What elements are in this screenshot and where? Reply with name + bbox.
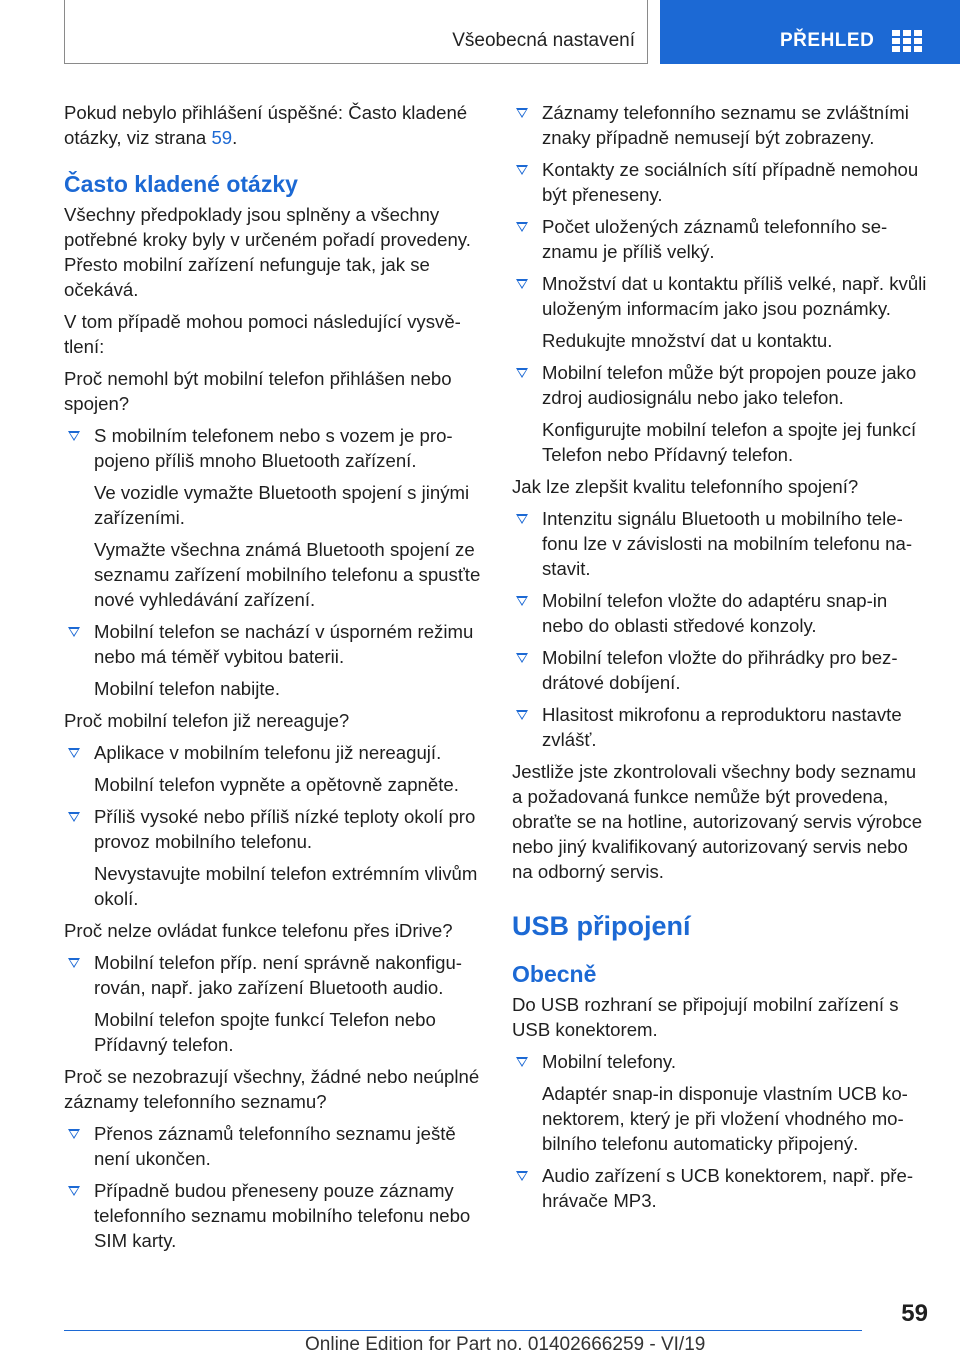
list-item: Počet uložených záznamů telefonního seznamu je příliš velký. bbox=[512, 214, 930, 264]
sub-paragraph: Adaptér snap-in disponuje vlastním UCB konektorem, který je při vložení vhodného mobilního telefonu automaticky připojený. bbox=[542, 1083, 908, 1154]
list-item: Aplikace v mobilním telefonu již nereagují. bbox=[64, 740, 482, 765]
triangle-bullet-icon bbox=[516, 1057, 528, 1067]
page-link[interactable]: 59 bbox=[211, 127, 233, 148]
question: Proč se nezobrazují všechny, žádné nebo neúplné záznamy telefonního seznamu? bbox=[64, 1066, 480, 1112]
triangle-bullet-icon bbox=[516, 596, 528, 606]
list-item: Mobilní telefony. bbox=[512, 1049, 930, 1074]
list-item: Množství dat u kontaktu příliš velké, např. kvůli uloženým informacím jako jsou poznámky. bbox=[512, 271, 930, 321]
paragraph: Jestliže jste zkontrolovali všechny body seznamu a požadovaná funkce nemůže být provedena, obraťte se na hotline, autorizovaný servis výrobce nebo jiný kvalifikovaný autorizovaný servis nebo na odborný servis. bbox=[512, 761, 923, 882]
triangle-bullet-icon bbox=[516, 514, 528, 524]
intro-paragraph: Pokud nebylo přihlášení úspěšné: Často kladené otázky, viz strana 59. bbox=[64, 102, 468, 148]
list-item: Kontakty ze sociálních sítí případně nemohou být přeneseny. bbox=[512, 157, 930, 207]
triangle-bullet-icon bbox=[68, 431, 80, 441]
grid-icon[interactable] bbox=[892, 30, 922, 52]
list-item: Mobilní telefon vložte do adaptéru snap-in nebo do oblasti středové konzoly. bbox=[512, 588, 930, 638]
general-heading: Obecně bbox=[512, 961, 597, 987]
list-item: S mobilním telefonem nebo s vozem je propojeno příliš mnoho Bluetooth zařízení. bbox=[64, 423, 482, 473]
triangle-bullet-icon bbox=[516, 710, 528, 720]
list-item: Mobilní telefon se nachází v úsporném režimu nebo má téměř vybitou baterii. bbox=[64, 619, 482, 669]
triangle-bullet-icon bbox=[68, 958, 80, 968]
triangle-bullet-icon bbox=[68, 1186, 80, 1196]
triangle-bullet-icon bbox=[516, 222, 528, 232]
triangle-bullet-icon bbox=[68, 1129, 80, 1139]
section-tab[interactable] bbox=[64, 0, 648, 64]
question: Proč nelze ovládat funkce telefonu přes iDrive? bbox=[64, 920, 453, 941]
paragraph: Do USB rozhraní se připojují mobilní zařízení s USB konektorem. bbox=[512, 994, 899, 1040]
paragraph: Všechny předpoklady jsou splněny a všechny potřebné kroky byly v určeném pořadí provedeny. Přesto mobilní zařízení nefunguje tak, jak se očekává. bbox=[64, 204, 471, 300]
list-item: Hlasitost mikrofonu a reproduktoru nastavte zvlášť. bbox=[512, 702, 930, 752]
list-item: Případně budou přeneseny pouze záznamy telefonního seznamu mobilního telefonu nebo SIM karty. bbox=[64, 1178, 482, 1253]
sub-paragraph: Mobilní telefon spojte funkcí Telefon nebo Přídavný telefon. bbox=[94, 1009, 436, 1055]
left-column bbox=[64, 100, 482, 1260]
sub-paragraph: Mobilní telefon vypněte a opětovně zapněte. bbox=[94, 774, 459, 795]
triangle-bullet-icon bbox=[68, 812, 80, 822]
list-item: Mobilní telefon příp. není správně nakonfigurován, např. jako zařízení Bluetooth audio. bbox=[64, 950, 482, 1000]
sub-paragraph: Redukujte množství dat u kontaktu. bbox=[542, 330, 833, 351]
sub-paragraph: Nevystavujte mobilní telefon extrémním vlivům okolí. bbox=[94, 863, 478, 909]
overview-label: PŘEHLED bbox=[780, 30, 875, 51]
list-item: Příliš vysoké nebo příliš nízké teploty okolí pro provoz mobilního telefonu. bbox=[64, 804, 482, 854]
list-item: Intenzitu signálu Bluetooth u mobilního telefonu lze v závislosti na mobilním telefonu nastavit. bbox=[512, 506, 930, 581]
triangle-bullet-icon bbox=[68, 627, 80, 637]
triangle-bullet-icon bbox=[516, 368, 528, 378]
triangle-bullet-icon bbox=[516, 1171, 528, 1181]
usb-heading: USB připojení bbox=[512, 911, 691, 941]
list-item: Mobilní telefon vložte do přihrádky pro bezdrátové dobíjení. bbox=[512, 645, 930, 695]
triangle-bullet-icon bbox=[516, 108, 528, 118]
sub-paragraph: Vymažte všechna známá Bluetooth spojení ze seznamu zařízení mobilního telefonu a spusťte nové vyhledávání zařízení. bbox=[94, 539, 481, 610]
right-column bbox=[512, 100, 930, 1220]
paragraph: V tom případě mohou pomoci následující vysvětlení: bbox=[64, 311, 461, 357]
sub-paragraph: Ve vozidle vymažte Bluetooth spojení s jinými zařízeními. bbox=[94, 482, 470, 528]
triangle-bullet-icon bbox=[68, 748, 80, 758]
list-item: Mobilní telefon může být propojen pouze jako zdroj audiosignálu nebo jako telefon. bbox=[512, 360, 930, 410]
page-number: 59 bbox=[901, 1300, 928, 1327]
question: Proč mobilní telefon již nereaguje? bbox=[64, 710, 350, 731]
list-item: Audio zařízení s UCB konektorem, např. přehrávače MP3. bbox=[512, 1163, 930, 1213]
sub-paragraph: Mobilní telefon nabijte. bbox=[94, 678, 281, 699]
faq-heading: Často kladené otázky bbox=[64, 171, 298, 197]
list-item: Záznamy telefonního seznamu se zvláštními znaky případně nemusejí být zobrazeny. bbox=[512, 100, 930, 150]
footer-divider bbox=[64, 1330, 862, 1331]
edition-footer: Online Edition for Part no. 01402666259 - VI/19 bbox=[305, 1334, 706, 1355]
triangle-bullet-icon bbox=[516, 279, 528, 289]
list-item: Přenos záznamů telefonního seznamu ještě není ukončen. bbox=[64, 1121, 482, 1171]
question: Proč nemohl být mobilní telefon přihlášen nebo spojen? bbox=[64, 368, 452, 414]
sub-paragraph: Konfigurujte mobilní telefon a spojte jej funkcí Telefon nebo Přídavný telefon. bbox=[542, 419, 917, 465]
page-header bbox=[0, 0, 960, 64]
triangle-bullet-icon bbox=[516, 165, 528, 175]
triangle-bullet-icon bbox=[516, 653, 528, 663]
question: Jak lze zlepšit kvalitu telefonního spojení? bbox=[512, 476, 859, 497]
section-title: Všeobecná nastavení bbox=[452, 30, 635, 51]
